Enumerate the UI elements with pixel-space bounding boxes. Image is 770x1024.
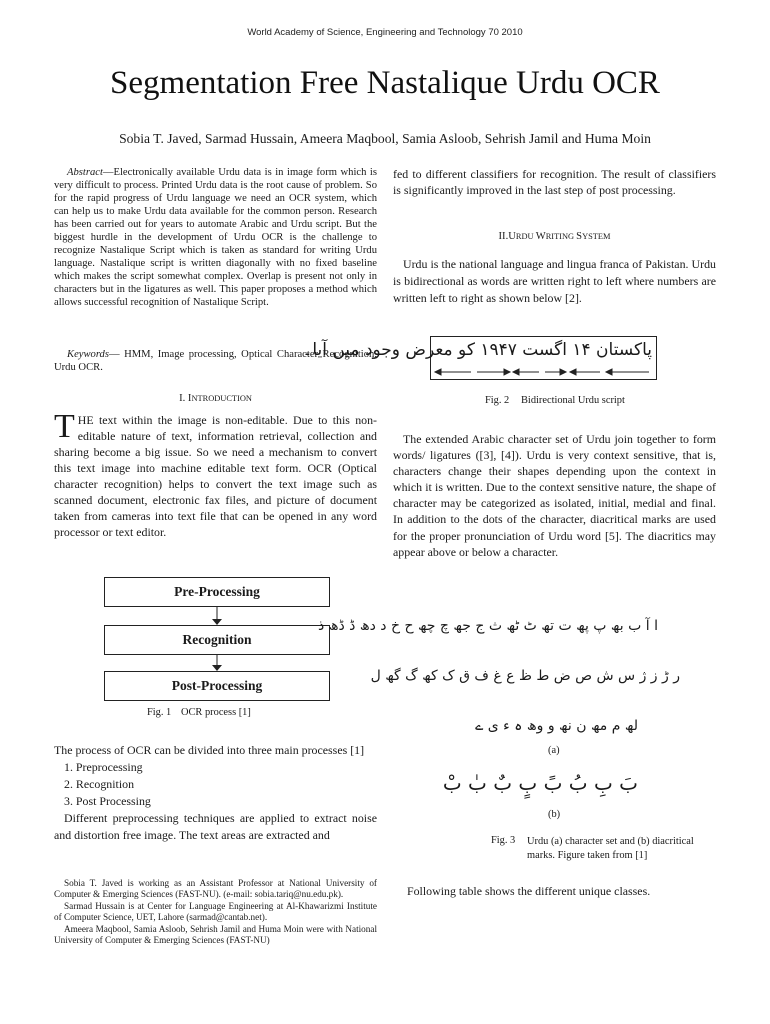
section-heading-introduction: I. INTRODUCTION [179, 393, 252, 404]
flow-arrows [200, 606, 234, 672]
abstract-text: —Electronically available Urdu data is in image form which is very difficult to process. Printed Urdu data is the root cause of problem. So for the rapid progress of Urdu language we need an OCR system, which can help us to make Urdu data available for the common person. Research has been carried out for years to automate Arabic and Urdu script. But the biggest hurdle in the development of Urdu OCR is the challenge to recognize Nastalique Script which is taken as standard for writing Urdu language. Nastalique script is written diagonally with no fixed baseline which makes the script somewhat complex. Overlap is present not only in characters but in the ligatures as well. This paper proposes a method which allows successful recognition of Nastalique Script. [54, 167, 377, 309]
fig2-caption: Bidirectional Urdu script [521, 395, 625, 406]
list-item-recognition: 2. Recognition [64, 776, 135, 791]
direction-arrows [433, 367, 654, 377]
author-list: Sobia T. Javed, Sarmad Hussain, Ameera Maqbool, Samia Asloob, Sehrish Jamil and Huma Moin [119, 131, 651, 146]
ocr-process-paragraph [54, 742, 377, 843]
section-heading-urdu-writing-system: II.URDU WRITING SYSTEM [498, 231, 611, 242]
keywords-text: — HMM, Image processing, Optical Character Recognition, Urdu OCR. [54, 349, 377, 374]
fig2-number: Fig. 2 [485, 395, 510, 406]
right-column-continuation: fed to different classifiers for recognition. The result of classifiers is significantly improved in the last step of post processing. [393, 167, 716, 198]
fig1-number: Fig. 1 [147, 707, 172, 718]
fig3-caption: Urdu (a) character set and (b) diacritical marks. Figure taken from [1] [527, 836, 694, 861]
fig3-diacritics-row: بَ بِ بُ بً بٍ بٌ بٰ بْ [442, 771, 638, 795]
drop-cap: T [54, 408, 75, 445]
fig3-row-1: ا آ ب بھ پ پھ ت تھ ٹ ٹھ ث ج جھ چ چھ ح خ د دھ ڈ ڈھ ذ [318, 618, 658, 634]
keywords-label: Keywords [67, 349, 109, 360]
introduction-paragraph [54, 408, 377, 540]
fig2-bidirectional-figure [302, 336, 657, 380]
fig2-urdu-sentence: پاکستان ۱۴ اگست ۱۹۴۷ کو معرض وجود میں آیا۔ [302, 340, 652, 360]
ocr-process-intro: The process of OCR can be divided into three main processes [1] [54, 743, 365, 757]
list-item-post-processing: 3. Post Processing [64, 793, 151, 808]
post-processing-box: Post-Processing [104, 671, 330, 701]
abstract-label: Abstract [67, 167, 103, 178]
ocr-process-outro: Different preprocessing techniques are applied to extract noise and distortion free image. The text areas are extracted and [54, 810, 377, 842]
fig3-row-3: لھ م مھ ن نھ و وھ ہ ء ی ے [475, 718, 638, 734]
fig3-label-a: (a) [548, 745, 560, 756]
fig3-row-2: ر ڑ ز ژ س ش ص ض ط ظ ع غ ف ق ک کھ گ گھ ل [370, 668, 680, 684]
footnote-item: Sobia T. Javed is working as an Assistant Professor at National University of Computer & Emerging Sciences (FAST-NU). (e-mail: sobia.tariq@nu.edu.pk). [54, 878, 377, 900]
extended-charset-paragraph: The extended Arabic character set of Urdu join together to form words/ ligatures ([3], [4]). Urdu is very context sensitive, that is, characters change their shapes depending upon the context in which it is written. Due to the context sensitive nature, the shape of character may be categorized as isolated, initial, medial and final. In addition to the dots of the character, diacritical marks are used for the proper pronunciation of Urdu word [5]. The diacritics may appear above or below a character. [393, 432, 716, 559]
following-table-sentence: Following table shows the different unique classes. [407, 884, 651, 898]
author-footnotes [54, 878, 377, 946]
list-item-preprocessing: 1. Preprocessing [64, 759, 143, 774]
abstract [54, 166, 377, 310]
introduction-text: HE text within the image is non-editable. Due to this non-editable nature of text, information retrieval, collection and sharing become a big issue. So we need a mechanism to convert this text image into machine editable text form. OCR (Optical character recognition) helps to convert the text image such as scanned document, electronic fax files, and picture of document taken from cameras into text file that can be opened in any word processor or text editor. [54, 413, 377, 540]
fig1-caption: OCR process [1] [181, 707, 251, 718]
fig3-label-b: (b) [548, 809, 561, 820]
fig3-number: Fig. 3 [491, 835, 516, 846]
footnote-item: Ameera Maqbool, Samia Asloob, Sehrish Jamil and Huma Moin were with National University of Computer & Emerging Sciences (FAST-NU) [54, 923, 377, 946]
journal-header: World Academy of Science, Engineering and Technology 70 2010 [247, 27, 523, 38]
pre-processing-box: Pre-Processing [104, 577, 330, 607]
recognition-box: Recognition [104, 625, 330, 655]
urdu-writing-paragraph: Urdu is the national language and lingua franca of Pakistan. Urdu is bidirectional as words are written right to left where numbers are written left to right as shown below [2]. [393, 257, 716, 305]
footnote-item: Sarmad Hussain is at Center for Language Engineering at Al-Khawarizmi Institute of Computer Science, UET, Lahore (sarmad@cantab.net). [54, 900, 377, 923]
paper-title: Segmentation Free Nastalique Urdu OCR [110, 65, 660, 101]
